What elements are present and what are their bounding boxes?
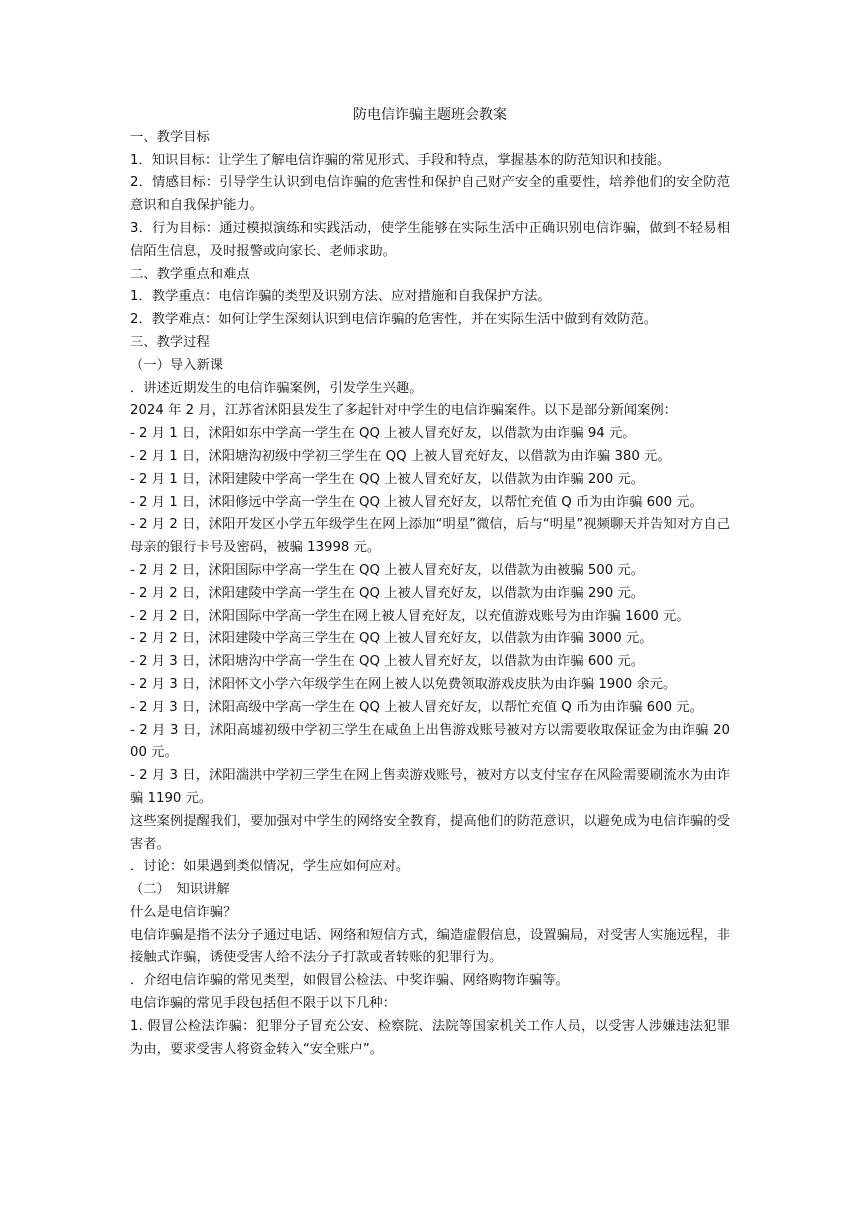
case-item: - 2 月 2 日，沭阳国际中学高一学生在 QQ 上被人冒充好友，以借款为由被骗 500 元。	[130, 562, 645, 578]
heading-teaching-goals: 一、教学目标	[130, 129, 210, 145]
case-item: - 2 月 2 日，沭阳建陵中学高三学生在 QQ 上被人冒充好友，以借款为由诈骗 3000 元。	[130, 631, 653, 647]
case-item: - 2 月 2 日，沭阳建陵中学高一学生在 QQ 上被人冒充好友，以借款为由诈骗 290 元。	[130, 585, 645, 601]
heading-key-points: 二、教学重点和难点	[130, 266, 250, 282]
case-item: - 2 月 3 日，沭阳高级中学高一学生在 QQ 上被人冒充好友，以帮忙充值 Q 币为由诈骗 600 元。	[130, 699, 703, 715]
subheading-introduction: （一）导入新课	[130, 357, 224, 373]
case-item: - 2 月 1 日，沭阳建陵中学高一学生在 QQ 上被人冒充好友，以借款为由诈骗 200 元。	[130, 471, 645, 487]
paragraph-emotional-goal: 2．情感目标：引导学生认识到电信诈骗的危害性和保护自己财产安全的重要性，培养他们的安全防范意识和自我保护能力。	[130, 175, 730, 214]
case-item: - 2 月 1 日，沭阳塘沟初级中学初三学生在 QQ 上被人冒充好友，以借款为由诈骗 380 元。	[130, 448, 671, 464]
case-item: - 2 月 3 日，沭阳怀文小学六年级学生在网上被人以免费领取游戏皮肤为由诈骗 1900 余元。	[130, 676, 677, 692]
case-item: - 2 月 3 日，沭阳湍洪中学初三学生在网上售卖游戏账号，被对方以支付宝存在风险需要刷流水为由诈骗 1190 元。	[130, 768, 730, 806]
page-title: 防电信诈骗主题班会教案	[353, 107, 507, 123]
case-item: - 2 月 3 日，沭阳高墟初级中学初三学生在咸鱼上出售游戏账号被对方以需要收取保证金为由诈骗 2000 元。	[130, 722, 730, 761]
paragraph-behavior-goal: 3．行为目标：通过模拟演练和实践活动，使学生能够在实际生活中正确识别电信诈骗，做到不轻易相信陌生信息，及时报警或向家长、老师求助。	[130, 220, 730, 259]
paragraph-question: 什么是电信诈骗？	[130, 904, 237, 920]
paragraph-case-reminder: 这些案例提醒我们，要加强对中学生的网络安全教育，提高他们的防范意识，以避免成为电信诈骗的受害者。	[130, 813, 730, 852]
document-body	[130, 104, 730, 1061]
paragraph-key-point: 1．教学重点：电信诈骗的类型及识别方法、应对措施和自我保护方法。	[130, 289, 551, 305]
paragraph-case-summary: 2024 年 2 月，江苏省沭阳县发生了多起针对中学生的电信诈骗案件。以下是部分新闻案例：	[130, 403, 677, 419]
paragraph-knowledge-goal: 1．知识目标：让学生了解电信诈骗的常见形式、手段和特点，掌握基本的防范知识和技能。	[130, 152, 671, 168]
paragraph-methods-intro: 电信诈骗的常见手段包括但不限于以下几种：	[130, 996, 396, 1012]
paragraph-case-intro: ．讲述近期发生的电信诈骗案例，引发学生兴趣。	[130, 380, 423, 396]
heading-teaching-process: 三、教学过程	[130, 334, 210, 350]
case-item: - 2 月 3 日，沭阳塘沟中学高一学生在 QQ 上被人冒充好友，以借款为由诈骗 600 元。	[130, 654, 645, 670]
paragraph-definition: 电信诈骗是指不法分子通过电话、网络和短信方式，编造虚假信息，设置骗局，对受害人实施远程，非接触式诈骗，诱使受害人给不法分子打款或者转账的犯罪行为。	[130, 927, 730, 966]
paragraph-discussion: ．讨论：如果遇到类似情况，学生应如何应对。	[130, 859, 410, 875]
paragraph-types-intro: ．介绍电信诈骗的常见类型，如假冒公检法、中奖诈骗、网络购物诈骗等。	[130, 973, 569, 989]
subheading-knowledge: （二） 知识讲解	[130, 882, 230, 898]
case-item: - 2 月 1 日，沭阳修远中学高一学生在 QQ 上被人冒充好友，以帮忙充值 Q 币为由诈骗 600 元。	[130, 494, 703, 510]
paragraph-method-1: 1. 假冒公检法诈骗：犯罪分子冒充公安、检察院、法院等国家机关工作人员，以受害人涉嫌违法犯罪为由，要求受害人将资金转入“安全账户”。	[130, 1018, 730, 1057]
case-item: - 2 月 2 日，沭阳国际中学高一学生在网上被人冒充好友，以充值游戏账号为由诈骗 1600 元。	[130, 608, 690, 624]
case-item: - 2 月 1 日，沭阳如东中学高一学生在 QQ 上被人冒充好友，以借款为由诈骗 94 元。	[130, 426, 636, 442]
case-item: - 2 月 2 日，沭阳开发区小学五年级学生在网上添加“明星”微信，后与“明星”视频聊天并告知对方自己母亲的银行卡号及密码，被骗 13998 元。	[130, 517, 730, 556]
paragraph-difficult-point: 2．教学难点：如何让学生深刻认识到电信诈骗的危害性，并在实际生活中做到有效防范。	[130, 312, 658, 328]
